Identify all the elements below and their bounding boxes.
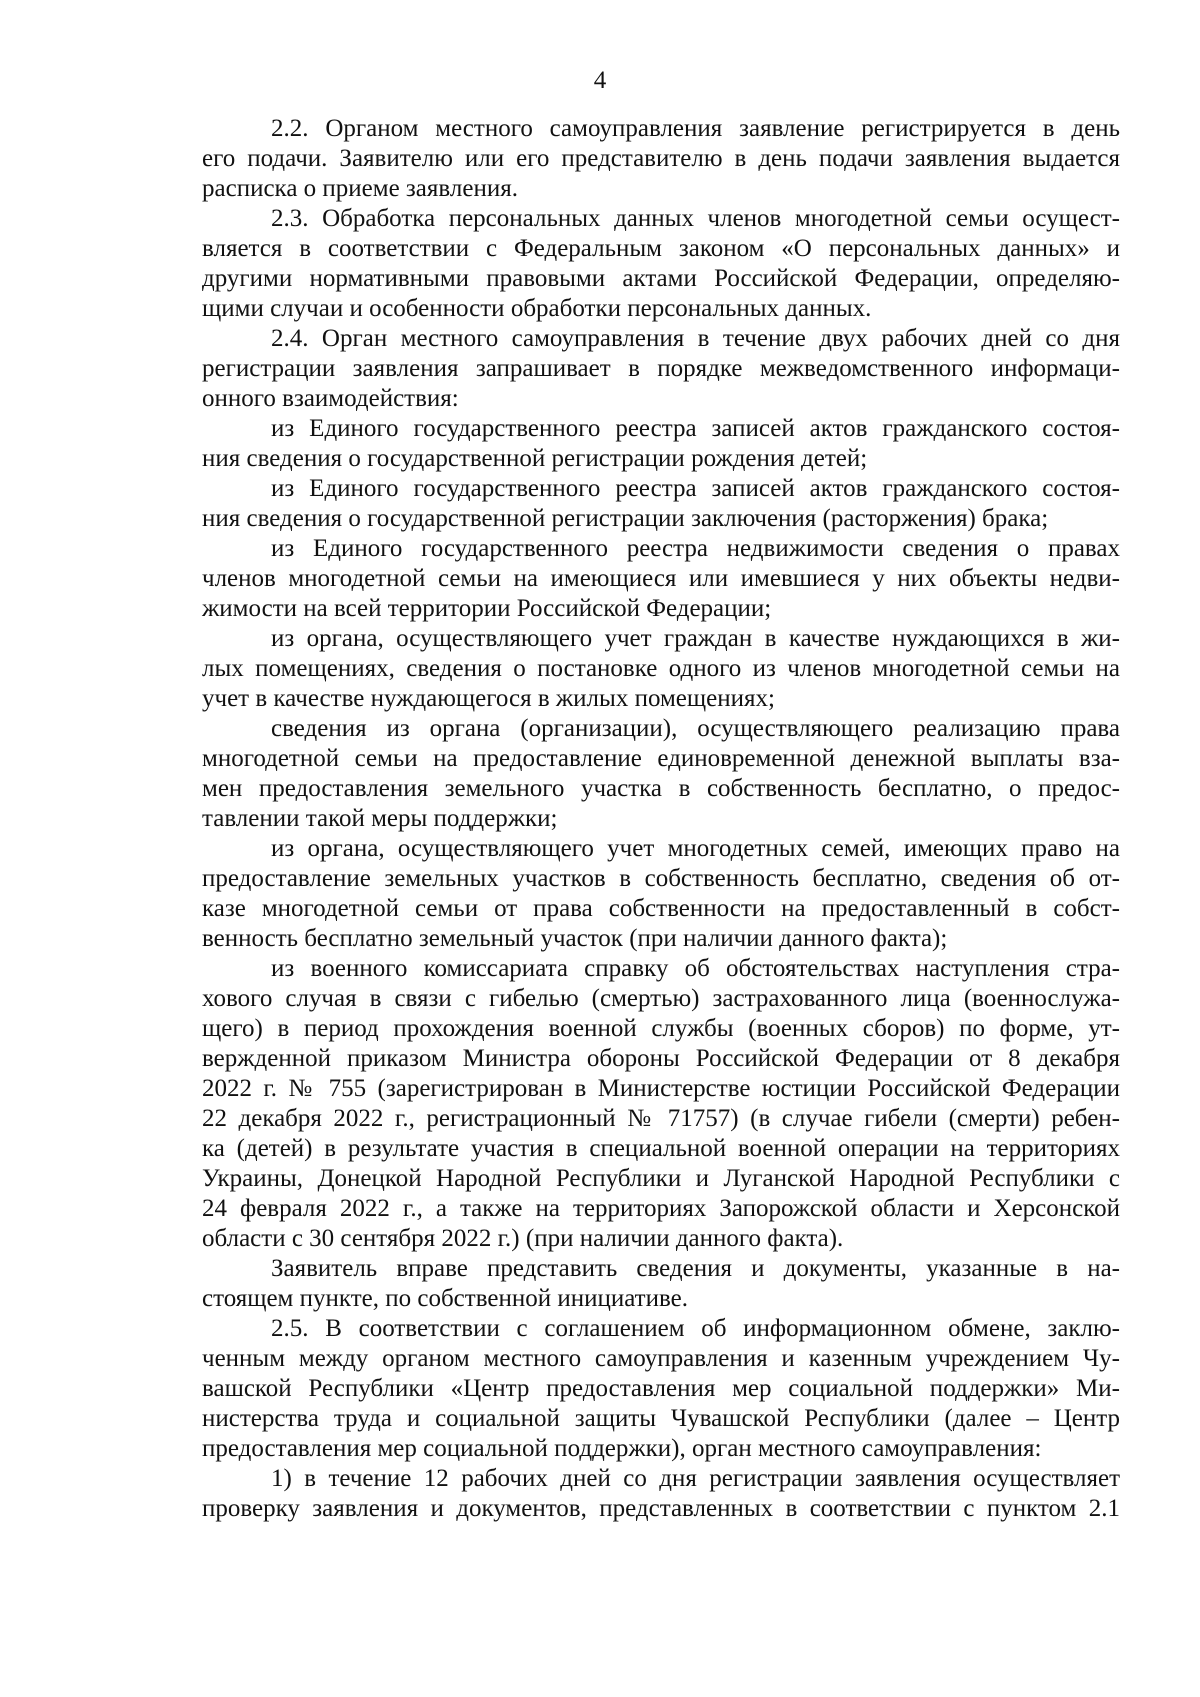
text-line: ченным между органом местного самоуправления и казенным учреждением Чу- (202, 1345, 1120, 1372)
text-line: венность бесплатно земельный участок (при наличии данного факта); (202, 925, 948, 952)
paragraph (202, 324, 1120, 414)
paragraph (202, 834, 1120, 954)
text-line: стоящем пункте, по собственной инициативе. (202, 1285, 688, 1312)
text-line: регистрации заявления запрашивает в порядке межведомственного информаци- (202, 355, 1120, 382)
paragraph (202, 714, 1120, 834)
text-line: проверку заявления и документов, представленных в соответствии с пунктом 2.1 (202, 1495, 1120, 1522)
text-line: его подачи. Заявителю или его представителю в день подачи заявления выдается (202, 145, 1120, 172)
text-line: другими нормативными правовыми актами Российской Федерации, определяю- (202, 265, 1120, 292)
paragraph (202, 1314, 1120, 1464)
text-line: 22 декабря 2022 г., регистрационный № 71757) (в случае гибели (смерти) ребен- (202, 1105, 1120, 1132)
text-line: нистерства труда и социальной защиты Чувашской Республики (далее – Центр (202, 1405, 1120, 1432)
text-line: расписка о приеме заявления. (202, 175, 518, 202)
text-line: многодетной семьи на предоставление единовременной денежной выплаты вза- (202, 745, 1120, 772)
text-line: из Единого государственного реестра записей актов гражданского состоя- (271, 475, 1120, 502)
paragraph (202, 414, 1120, 474)
paragraph (202, 114, 1120, 204)
text-line: вержденной приказом Министра обороны Российской Федерации от 8 декабря (202, 1045, 1120, 1072)
text-line: щими случаи и особенности обработки персональных данных. (202, 295, 872, 322)
text-line: вашской Республики «Центр предоставления мер социальной поддержки» Ми- (202, 1375, 1120, 1402)
paragraph (202, 474, 1120, 534)
text-line: из Единого государственного реестра недвижимости сведения о правах (271, 535, 1120, 562)
text-line: из Единого государственного реестра записей актов гражданского состоя- (271, 415, 1120, 442)
text-line: казе многодетной семьи от права собственности на предоставленный в собст- (202, 895, 1120, 922)
text-line: предоставления мер социальной поддержки), орган местного самоуправления: (202, 1435, 1042, 1462)
text-line: 2022 г. № 755 (зарегистрирован в Министерстве юстиции Российской Федерации (202, 1075, 1120, 1102)
text-line: учет в качестве нуждающегося в жилых помещениях; (202, 685, 775, 712)
text-line: мен предоставления земельного участка в собственность бесплатно, о предос- (202, 775, 1120, 802)
text-line: тавлении такой меры поддержки; (202, 805, 558, 832)
text-line: 2.4. Орган местного самоуправления в течение двух рабочих дней со дня (271, 325, 1120, 352)
text-line: 2.3. Обработка персональных данных членов многодетной семьи осущест- (271, 205, 1120, 232)
text-line: области с 30 сентября 2022 г.) (при наличии данного факта). (202, 1225, 844, 1252)
text-line: из военного комиссариата справку об обстоятельствах наступления стра- (271, 955, 1120, 982)
text-line: из органа, осуществляющего учет многодетных семей, имеющих право на (271, 835, 1120, 862)
text-line: ния сведения о государственной регистрации рождения детей; (202, 445, 868, 472)
text-line: онного взаимодействия: (202, 385, 459, 412)
text-line: 24 февраля 2022 г., а также на территориях Запорожской области и Херсонской (202, 1195, 1120, 1222)
text-line: членов многодетной семьи на имеющиеся или имевшиеся у них объекты недви- (202, 565, 1120, 592)
text-line: ния сведения о государственной регистрации заключения (расторжения) брака; (202, 505, 1049, 532)
text-line: 2.2. Органом местного самоуправления заявление регистрируется в день (271, 115, 1120, 142)
text-line: хового случая в связи с гибелью (смертью) застрахованного лица (военнослужа- (202, 985, 1120, 1012)
text-line: предоставление земельных участков в собственность бесплатно, сведения об от- (202, 865, 1120, 892)
paragraph (202, 1254, 1120, 1314)
paragraph (202, 624, 1120, 714)
text-line: 1) в течение 12 рабочих дней со дня регистрации заявления осуществляет (271, 1465, 1120, 1492)
paragraph (202, 1464, 1120, 1524)
document-body (202, 114, 1120, 1524)
page-number: 4 (593, 67, 607, 94)
text-line: Украины, Донецкой Народной Республики и Луганской Народной Республики с (202, 1165, 1120, 1192)
text-line: вляется в соответствии с Федеральным законом «О персональных данных» и (202, 235, 1120, 262)
paragraph (202, 954, 1120, 1254)
text-line: лых помещениях, сведения о постановке одного из членов многодетной семьи на (202, 655, 1120, 682)
text-line: 2.5. В соответствии с соглашением об информационном обмене, заклю- (271, 1315, 1120, 1342)
text-line: сведения из органа (организации), осуществляющего реализацию права (271, 715, 1120, 742)
paragraph (202, 204, 1120, 324)
text-line: ка (детей) в результате участия в специальной военной операции на территориях (202, 1135, 1120, 1162)
text-line: щего) в период прохождения военной службы (военных сборов) по форме, ут- (202, 1015, 1120, 1042)
paragraph (202, 534, 1120, 624)
text-line: из органа, осуществляющего учет граждан в качестве нуждающихся в жи- (271, 625, 1120, 652)
text-line: жимости на всей территории Российской Федерации; (202, 595, 772, 622)
text-line: Заявитель вправе представить сведения и документы, указанные в на- (271, 1255, 1120, 1282)
